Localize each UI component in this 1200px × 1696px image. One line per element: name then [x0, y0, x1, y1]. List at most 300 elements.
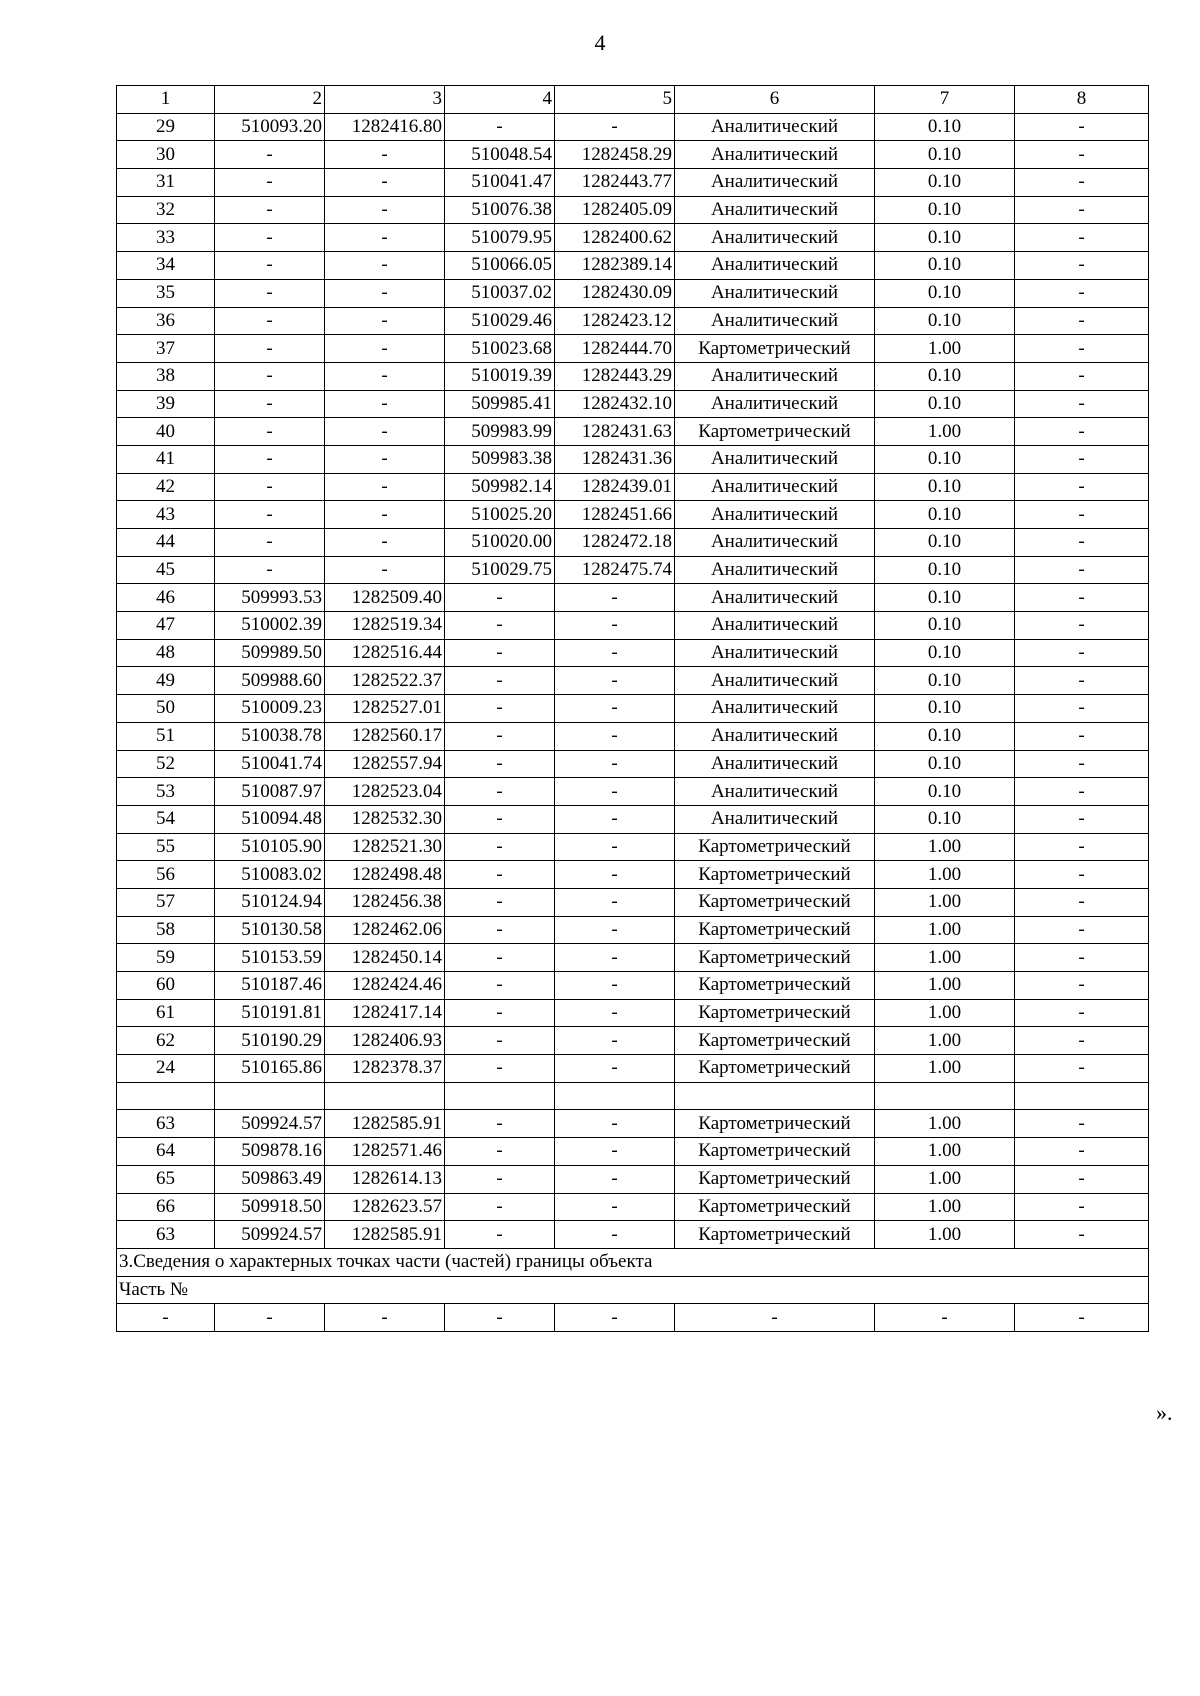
table-cell: 53	[117, 778, 215, 806]
table-cell: 1282462.06	[325, 916, 445, 944]
table-cell: 510191.81	[215, 999, 325, 1027]
table-row	[117, 445, 1149, 473]
table-cell: -	[1015, 1138, 1149, 1166]
table-cell: 509993.53	[215, 584, 325, 612]
table-cell: -	[1015, 335, 1149, 363]
table-body	[117, 86, 1149, 1332]
table-cell: -	[555, 999, 675, 1027]
table-cell	[325, 1082, 445, 1110]
table-cell: -	[1015, 1193, 1149, 1221]
table-cell: -	[445, 722, 555, 750]
table-cell: Аналитический	[675, 556, 875, 584]
table-cell: 48	[117, 639, 215, 667]
table-cell: 0.10	[875, 307, 1015, 335]
table-cell: Картометрический	[675, 972, 875, 1000]
table-cell: -	[1015, 418, 1149, 446]
table-cell: -	[445, 750, 555, 778]
table-cell: Аналитический	[675, 805, 875, 833]
table-cell: Аналитический	[675, 639, 875, 667]
table-cell: -	[1015, 1221, 1149, 1249]
table-cell: -	[1015, 722, 1149, 750]
table-cell: -	[555, 778, 675, 806]
table-row	[117, 695, 1149, 723]
table-row	[117, 750, 1149, 778]
table-cell: 1282458.29	[555, 141, 675, 169]
table-cell: -	[445, 861, 555, 889]
table-cell: 50	[117, 695, 215, 723]
table-cell: 1282516.44	[325, 639, 445, 667]
table-row	[117, 279, 1149, 307]
table-row	[117, 972, 1149, 1000]
table-cell: 51	[117, 722, 215, 750]
table-cell: 0.10	[875, 639, 1015, 667]
table-cell: -	[445, 1221, 555, 1249]
table-cell: -	[215, 390, 325, 418]
table-cell: -	[215, 362, 325, 390]
table-cell: -	[675, 1304, 875, 1332]
table-cell: 510041.74	[215, 750, 325, 778]
table-cell: 0.10	[875, 778, 1015, 806]
table-cell: -	[1015, 999, 1149, 1027]
table-cell: Аналитический	[675, 252, 875, 280]
table-row	[117, 1110, 1149, 1138]
table-cell: 61	[117, 999, 215, 1027]
coordinates-table	[116, 85, 1149, 1332]
table-cell: -	[555, 1055, 675, 1083]
table-cell: 1.00	[875, 418, 1015, 446]
table-row	[117, 224, 1149, 252]
table-row	[117, 113, 1149, 141]
table-cell: -	[215, 252, 325, 280]
table-cell: -	[445, 833, 555, 861]
table-cell: -	[1015, 113, 1149, 141]
table-cell: 58	[117, 916, 215, 944]
table-cell: -	[325, 307, 445, 335]
table-cell: 1282432.10	[555, 390, 675, 418]
table-cell: 1282444.70	[555, 335, 675, 363]
table-cell: -	[445, 805, 555, 833]
table-cell: 66	[117, 1193, 215, 1221]
table-cell: Аналитический	[675, 501, 875, 529]
table-cell: 0.10	[875, 252, 1015, 280]
table-cell: -	[445, 667, 555, 695]
table-cell: 1282560.17	[325, 722, 445, 750]
table-cell: 1282431.36	[555, 445, 675, 473]
table-cell: 0.10	[875, 196, 1015, 224]
table-cell: -	[1015, 445, 1149, 473]
table-cell: -	[215, 445, 325, 473]
table-cell: 56	[117, 861, 215, 889]
table-row	[117, 1027, 1149, 1055]
table-cell: -	[555, 916, 675, 944]
table-cell: -	[1015, 362, 1149, 390]
table-cell: 1.00	[875, 1193, 1015, 1221]
table-cell: Картометрический	[675, 833, 875, 861]
table-cell: -	[555, 1221, 675, 1249]
table-cell: -	[445, 1304, 555, 1332]
table-cell: 1282416.80	[325, 113, 445, 141]
table-cell: 36	[117, 307, 215, 335]
table-cell: 1.00	[875, 916, 1015, 944]
final-row	[117, 1304, 1149, 1332]
table-cell: -	[555, 833, 675, 861]
table-cell: Картометрический	[675, 1193, 875, 1221]
table-cell: Картометрический	[675, 1110, 875, 1138]
table-cell: 35	[117, 279, 215, 307]
table-cell: -	[325, 141, 445, 169]
table-cell: -	[1015, 169, 1149, 197]
table-cell: -	[555, 113, 675, 141]
table-cell: -	[1015, 612, 1149, 640]
table-cell: -	[1015, 279, 1149, 307]
table-cell: 509924.57	[215, 1110, 325, 1138]
table-cell	[1015, 1082, 1149, 1110]
table-row	[117, 390, 1149, 418]
table-cell: 1282417.14	[325, 999, 445, 1027]
table-row	[117, 362, 1149, 390]
table-cell: 1282450.14	[325, 944, 445, 972]
table-cell: 1282472.18	[555, 529, 675, 557]
table-cell: Аналитический	[675, 473, 875, 501]
table-cell: 5	[555, 86, 675, 114]
table-cell: 1	[117, 86, 215, 114]
table-cell: -	[445, 944, 555, 972]
table-cell: 510066.05	[445, 252, 555, 280]
table-cell: Картометрический	[675, 888, 875, 916]
table-row	[117, 169, 1149, 197]
table-cell: -	[325, 418, 445, 446]
table-cell: 510087.97	[215, 778, 325, 806]
table-cell: 509985.41	[445, 390, 555, 418]
table-cell	[675, 1082, 875, 1110]
table-cell: 510187.46	[215, 972, 325, 1000]
table-cell: -	[215, 307, 325, 335]
table-cell: -	[1015, 778, 1149, 806]
table-cell: -	[325, 362, 445, 390]
table-cell: 62	[117, 1027, 215, 1055]
table-cell: -	[215, 279, 325, 307]
table-cell: -	[1015, 833, 1149, 861]
table-cell: 6	[675, 86, 875, 114]
table-cell: 1282430.09	[555, 279, 675, 307]
table-row	[117, 999, 1149, 1027]
table-cell: 32	[117, 196, 215, 224]
table-cell: -	[445, 1138, 555, 1166]
table-cell: -	[555, 805, 675, 833]
table-cell	[875, 1082, 1015, 1110]
table-cell: 0.10	[875, 612, 1015, 640]
table-cell: -	[445, 612, 555, 640]
table-cell	[555, 1082, 675, 1110]
table-cell: -	[325, 529, 445, 557]
table-cell: Аналитический	[675, 584, 875, 612]
table-cell: 1282521.30	[325, 833, 445, 861]
table-row	[117, 944, 1149, 972]
table-cell: -	[445, 695, 555, 723]
table-cell: -	[555, 612, 675, 640]
table-cell: 510041.47	[445, 169, 555, 197]
table-cell: -	[1015, 556, 1149, 584]
table-cell: -	[215, 141, 325, 169]
table-cell: 509924.57	[215, 1221, 325, 1249]
table-row	[117, 196, 1149, 224]
table-cell: 0.10	[875, 113, 1015, 141]
section-title: 3.Сведения о характерных точках части (частей) границы объекта	[117, 1248, 1149, 1276]
table-row	[117, 473, 1149, 501]
table-cell: Аналитический	[675, 307, 875, 335]
table-cell: 0.10	[875, 805, 1015, 833]
table-cell: 1.00	[875, 1165, 1015, 1193]
table-cell: 1.00	[875, 972, 1015, 1000]
table-cell: -	[445, 1055, 555, 1083]
table-cell: -	[1015, 944, 1149, 972]
table-row	[117, 529, 1149, 557]
table-cell: 510190.29	[215, 1027, 325, 1055]
table-cell: Картометрический	[675, 944, 875, 972]
table-cell: Картометрический	[675, 1027, 875, 1055]
table-cell: 39	[117, 390, 215, 418]
table-cell: -	[445, 584, 555, 612]
table-cell: 0.10	[875, 224, 1015, 252]
table-cell: -	[215, 473, 325, 501]
table-cell: -	[325, 473, 445, 501]
table-cell: 1282378.37	[325, 1055, 445, 1083]
table-cell: 1282522.37	[325, 667, 445, 695]
table-cell: 0.10	[875, 473, 1015, 501]
table-cell	[215, 1082, 325, 1110]
table-row	[117, 1221, 1149, 1249]
table-cell: 1282509.40	[325, 584, 445, 612]
table-cell: 1282439.01	[555, 473, 675, 501]
table-row	[117, 418, 1149, 446]
table-cell: -	[215, 529, 325, 557]
table-cell: 509989.50	[215, 639, 325, 667]
table-cell: 510124.94	[215, 888, 325, 916]
table-row	[117, 667, 1149, 695]
table-cell: -	[1015, 1304, 1149, 1332]
page-number: 4	[594, 30, 606, 55]
table-cell: -	[445, 999, 555, 1027]
table-cell: 52	[117, 750, 215, 778]
table-cell: 1.00	[875, 1221, 1015, 1249]
table-cell: -	[1015, 1027, 1149, 1055]
table-cell: -	[325, 279, 445, 307]
table-cell: 55	[117, 833, 215, 861]
table-cell: 1282443.29	[555, 362, 675, 390]
table-cell: 510029.75	[445, 556, 555, 584]
table-cell: 0.10	[875, 362, 1015, 390]
table-cell: Аналитический	[675, 667, 875, 695]
table-cell: 1282423.12	[555, 307, 675, 335]
table-cell: 59	[117, 944, 215, 972]
table-cell: Аналитический	[675, 196, 875, 224]
table-cell: 1282456.38	[325, 888, 445, 916]
table-cell: Аналитический	[675, 750, 875, 778]
section-title-row	[117, 1248, 1149, 1276]
table-cell: 509878.16	[215, 1138, 325, 1166]
table-cell: Аналитический	[675, 390, 875, 418]
table-cell: -	[445, 916, 555, 944]
table-cell: 0.10	[875, 445, 1015, 473]
table-cell: -	[215, 224, 325, 252]
table-cell: -	[1015, 390, 1149, 418]
table-cell: 0.10	[875, 141, 1015, 169]
table-cell: 1282451.66	[555, 501, 675, 529]
table-cell: -	[1015, 888, 1149, 916]
table-cell: 1.00	[875, 1055, 1015, 1083]
table-cell: Аналитический	[675, 529, 875, 557]
table-cell: -	[215, 418, 325, 446]
table-cell: -	[555, 695, 675, 723]
table-cell: 0.10	[875, 529, 1015, 557]
table-cell: 65	[117, 1165, 215, 1193]
table-cell: -	[1015, 639, 1149, 667]
table-cell: 510038.78	[215, 722, 325, 750]
table-cell: -	[1015, 916, 1149, 944]
table-cell: -	[555, 888, 675, 916]
table-cell: 43	[117, 501, 215, 529]
table-cell: 1282585.91	[325, 1221, 445, 1249]
table-cell: -	[215, 501, 325, 529]
table-row	[117, 833, 1149, 861]
table-cell: 510079.95	[445, 224, 555, 252]
table-cell: 49	[117, 667, 215, 695]
table-cell: -	[1015, 307, 1149, 335]
table-cell: -	[445, 1027, 555, 1055]
table-cell: -	[1015, 252, 1149, 280]
header-row	[117, 86, 1149, 114]
table-cell: 1282389.14	[555, 252, 675, 280]
table-cell: -	[325, 335, 445, 363]
table-cell: Аналитический	[675, 722, 875, 750]
table-cell: 44	[117, 529, 215, 557]
table-cell: 37	[117, 335, 215, 363]
table-cell: -	[1015, 861, 1149, 889]
table-row	[117, 1082, 1149, 1110]
table-cell: 1.00	[875, 335, 1015, 363]
table-cell: 1.00	[875, 833, 1015, 861]
table-cell: -	[1015, 695, 1149, 723]
table-cell: 45	[117, 556, 215, 584]
table-cell: -	[445, 113, 555, 141]
table-cell: 0.10	[875, 501, 1015, 529]
table-cell: 1282532.30	[325, 805, 445, 833]
table-cell: 63	[117, 1110, 215, 1138]
table-cell: 0.10	[875, 390, 1015, 418]
table-cell: 31	[117, 169, 215, 197]
table-cell: 1282557.94	[325, 750, 445, 778]
table-cell: -	[555, 750, 675, 778]
table-cell: Картометрический	[675, 1221, 875, 1249]
table-cell: 509983.99	[445, 418, 555, 446]
table-cell: Картометрический	[675, 1138, 875, 1166]
table-cell: -	[325, 445, 445, 473]
table-cell: -	[445, 1193, 555, 1221]
table-cell: 509983.38	[445, 445, 555, 473]
table-cell: 510023.68	[445, 335, 555, 363]
table-row	[117, 1138, 1149, 1166]
table-cell: -	[1015, 196, 1149, 224]
table-cell: 38	[117, 362, 215, 390]
table-cell: 510002.39	[215, 612, 325, 640]
table-row	[117, 335, 1149, 363]
table-cell: 54	[117, 805, 215, 833]
table-cell: Картометрический	[675, 335, 875, 363]
table-cell: 40	[117, 418, 215, 446]
table-cell: Аналитический	[675, 445, 875, 473]
table-row	[117, 501, 1149, 529]
table-cell: 29	[117, 113, 215, 141]
table-row	[117, 1055, 1149, 1083]
table-cell: -	[445, 1110, 555, 1138]
table-cell: -	[555, 944, 675, 972]
table-row	[117, 916, 1149, 944]
table-cell: 1282527.01	[325, 695, 445, 723]
table-cell: 510037.02	[445, 279, 555, 307]
table-cell: 0.10	[875, 169, 1015, 197]
table-cell: 42	[117, 473, 215, 501]
table-cell: 510020.00	[445, 529, 555, 557]
table-cell: 1.00	[875, 999, 1015, 1027]
table-cell: 1282443.77	[555, 169, 675, 197]
table-cell: -	[555, 1138, 675, 1166]
table-cell: 510048.54	[445, 141, 555, 169]
closing-quote-mark: ».	[1156, 1400, 1173, 1425]
table-cell: 47	[117, 612, 215, 640]
part-label-row	[117, 1276, 1149, 1304]
table-cell: 0.10	[875, 584, 1015, 612]
table-cell: 0.10	[875, 667, 1015, 695]
table-cell: 64	[117, 1138, 215, 1166]
table-cell: -	[1015, 584, 1149, 612]
table-cell: -	[325, 196, 445, 224]
table-cell: 1282498.48	[325, 861, 445, 889]
table-cell: -	[1015, 501, 1149, 529]
table-cell: -	[1015, 667, 1149, 695]
table-cell: -	[555, 861, 675, 889]
table-cell: -	[555, 667, 675, 695]
table-cell: 8	[1015, 86, 1149, 114]
table-cell: -	[555, 1193, 675, 1221]
table-cell: Картометрический	[675, 916, 875, 944]
table-cell: -	[1015, 224, 1149, 252]
table-cell: -	[555, 1304, 675, 1332]
table-cell: 1282475.74	[555, 556, 675, 584]
table-cell: 0.10	[875, 695, 1015, 723]
table-cell: 510025.20	[445, 501, 555, 529]
table-cell: 30	[117, 141, 215, 169]
table-cell: -	[1015, 1165, 1149, 1193]
table-row	[117, 584, 1149, 612]
table-cell: -	[1015, 972, 1149, 1000]
table-cell: 1282571.46	[325, 1138, 445, 1166]
table-cell: 510153.59	[215, 944, 325, 972]
table-row	[117, 778, 1149, 806]
table-cell: -	[215, 196, 325, 224]
table-row	[117, 307, 1149, 335]
table-cell: 7	[875, 86, 1015, 114]
part-label: Часть №	[117, 1276, 1149, 1304]
table-row	[117, 861, 1149, 889]
table-cell: -	[445, 639, 555, 667]
table-cell: Картометрический	[675, 418, 875, 446]
table-row	[117, 722, 1149, 750]
table-cell: Аналитический	[675, 224, 875, 252]
table-cell: 60	[117, 972, 215, 1000]
table-cell: 1.00	[875, 888, 1015, 916]
table-cell: 1282585.91	[325, 1110, 445, 1138]
table-cell: 0.10	[875, 279, 1015, 307]
